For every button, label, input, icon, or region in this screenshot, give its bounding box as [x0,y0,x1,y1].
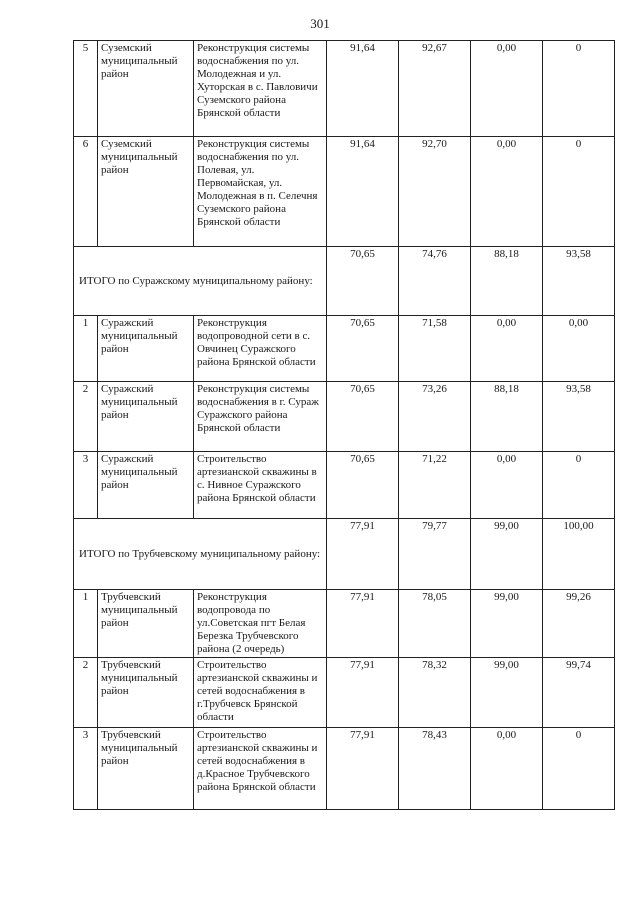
table-row [74,41,615,137]
object-cell: Реконструкция системы водоснабжения по ул. Молодежная и ул. Хуторская в с. Павловичи Суземского района Брянской области [194,41,327,137]
table-row [74,658,615,728]
value-cell-1: 70,65 [327,382,399,452]
value-cell-3: 99,00 [471,658,543,728]
row-number: 1 [74,590,98,658]
table-row [74,137,615,247]
object-cell: Строительство артезианской скважины и сетей водоснабжения в г.Трубчевск Брянской области [194,658,327,728]
investment-table [73,40,615,810]
page-number: 301 [310,16,330,31]
value-cell-2: 78,43 [399,728,471,810]
value-cell-2: 92,67 [399,41,471,137]
value-cell-1: 77,91 [327,728,399,810]
row-number: 3 [74,728,98,810]
object-cell: Реконструкция системы водоснабжения в г. Сураж Суражского района Брянской области [194,382,327,452]
total-row [74,519,615,590]
value-cell-2: 79,77 [399,519,471,590]
value-cell-1: 91,64 [327,137,399,247]
value-cell-2: 74,76 [399,247,471,316]
value-cell-1: 77,91 [327,658,399,728]
value-cell-4: 0 [543,137,615,247]
object-cell: Строительство артезианской скважины и сетей водоснабжения в д.Красное Трубчевского района Брянской области [194,728,327,810]
value-cell-1: 70,65 [327,247,399,316]
table-row [74,452,615,519]
value-cell-3: 99,00 [471,590,543,658]
district-cell: Трубчевский муниципальный район [98,590,194,658]
value-cell-3: 0,00 [471,41,543,137]
district-cell: Трубчевский муниципальный район [98,728,194,810]
value-cell-1: 77,91 [327,519,399,590]
table-row [74,316,615,382]
value-cell-4: 100,00 [543,519,615,590]
object-cell: Строительство артезианской скважины в с. Нивное Суражского района Брянской области [194,452,327,519]
value-cell-4: 0,00 [543,316,615,382]
value-cell-2: 73,26 [399,382,471,452]
object-cell: Реконструкция системы водоснабжения по ул. Полевая, ул. Первомайская, ул. Молодежная в п. Селечня Суземского района Брянской области [194,137,327,247]
value-cell-4: 0 [543,728,615,810]
value-cell-3: 88,18 [471,247,543,316]
value-cell-1: 70,65 [327,452,399,519]
total-row [74,247,615,316]
object-cell: Реконструкция водопроводной сети в с. Овчинец Суражского района Брянской области [194,316,327,382]
value-cell-3: 0,00 [471,137,543,247]
value-cell-4: 99,74 [543,658,615,728]
value-cell-3: 0,00 [471,316,543,382]
value-cell-4: 0 [543,41,615,137]
value-cell-2: 71,58 [399,316,471,382]
row-number: 6 [74,137,98,247]
district-cell: Суражский муниципальный район [98,452,194,519]
value-cell-1: 77,91 [327,590,399,658]
value-cell-2: 78,05 [399,590,471,658]
total-label: ИТОГО по Суражскому муниципальному району: [74,247,327,316]
value-cell-2: 92,70 [399,137,471,247]
district-cell: Суземский муниципальный район [98,41,194,137]
value-cell-3: 99,00 [471,519,543,590]
value-cell-1: 70,65 [327,316,399,382]
row-number: 1 [74,316,98,382]
value-cell-4: 93,58 [543,247,615,316]
value-cell-2: 78,32 [399,658,471,728]
value-cell-4: 99,26 [543,590,615,658]
district-cell: Суражский муниципальный район [98,382,194,452]
object-cell: Реконструкция водопровода по ул.Советская пгт Белая Березка Трубчевского района (2 очередь) [194,590,327,658]
value-cell-4: 93,58 [543,382,615,452]
value-cell-2: 71,22 [399,452,471,519]
table-row [74,728,615,810]
value-cell-1: 91,64 [327,41,399,137]
value-cell-4: 0 [543,452,615,519]
total-label: ИТОГО по Трубчевскому муниципальному району: [74,519,327,590]
row-number: 3 [74,452,98,519]
district-cell: Суземский муниципальный район [98,137,194,247]
row-number: 2 [74,382,98,452]
table-row [74,382,615,452]
table-row [74,590,615,658]
value-cell-3: 88,18 [471,382,543,452]
row-number: 2 [74,658,98,728]
district-cell: Трубчевский муниципальный район [98,658,194,728]
row-number: 5 [74,41,98,137]
value-cell-3: 0,00 [471,452,543,519]
district-cell: Суражский муниципальный район [98,316,194,382]
value-cell-3: 0,00 [471,728,543,810]
